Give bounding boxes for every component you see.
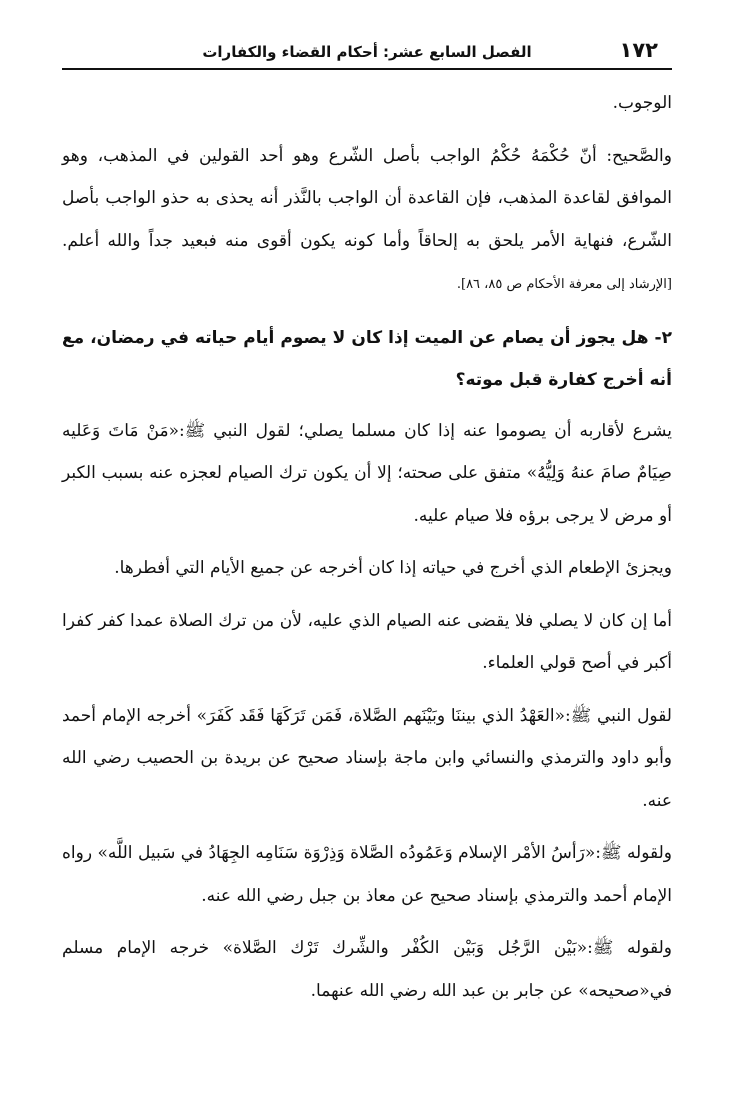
page-number: ١٧٢ [619, 38, 658, 62]
paragraph-text: خرجه الإمام مسلم في«صحيحه» عن جابر بن عبد الله رضي الله عنهما. [62, 938, 672, 1001]
hadith-quote: «بَيْن الرَّجُل وَبَيْن الكُفْر والشِّرك تَرْك الصَّلاة» [222, 938, 588, 958]
paragraph-text: رواه الإمام أحمد والترمذي بإسناد صحيح عن معاذ بن جبل رضي الله عنه. [62, 843, 672, 906]
paragraph-feeding [62, 547, 672, 590]
paragraph-text: ولقوله ﷺ: [595, 843, 673, 863]
question-heading: ٢- هل يجوز أن يصام عن الميت إذا كان لا يصوم أيام حياته في رمضان، مع أنه أخرج كفارة قبل موته؟ [62, 327, 672, 390]
paragraph-text: ولقوله ﷺ: [587, 938, 673, 958]
page-header [62, 36, 672, 70]
source-reference: [الإرشاد إلى معرفة الأحكام ص ٨٥، ٨٦]. [456, 277, 672, 292]
paragraph-text: يشرع لأقاربه أن يصوموا عنه إذا كان مسلما يصلي؛ لقول النبي ﷺ: [179, 420, 672, 441]
paragraph-text: الوجوب. [612, 93, 672, 113]
paragraph-prayer [62, 600, 672, 685]
hadith-quote: «رَأسُ الأمْر الإسلام وَعَمُودُه الصَّلاة وَذِرْوَة سَنَامِه الجِهَادُ في سَبيل اللَّه» [97, 843, 596, 863]
paragraph-answer [62, 410, 672, 538]
hadith-quote: «مَنْ مَاتَ وَعَليه صِيَامٌ صامَ عنهُ وَلِيُّهُ» [62, 420, 672, 483]
paragraph-correct-opinion [62, 135, 672, 307]
page-body [62, 82, 672, 1022]
paragraph-text: والصَّحيح: أنّ حُكْمَهُ حُكْمُ الواجب بأصل الشّرع وهو أحد القولين في المذهب، وهو الموافق لقاعدة المذهب، فإن القاعدة أن الواجب بالنَّذر أنه يحذى به حذو الواجب بأصل الشّرع، فنهاية الأمر يلحق به إلحاقاً وأما كونه يكون أقوى منه فبعيد جداً والله أعلم. [62, 145, 672, 251]
running-title: الفصل السابع عشر: أحكام القضاء والكفارات [202, 43, 532, 61]
paragraph-text: متفق على صحته؛ إلا أن يكون ترك الصيام لعجزه عنه بسبب الكبر أو مرض لا يرجى برؤه فلا صيام عليه. [62, 463, 672, 526]
paragraph-text: لقول النبي ﷺ: [565, 705, 672, 726]
paragraph-text: أما إن كان لا يصلي فلا يقضى عنه الصيام الذي عليه، لأن من ترك الصلاة عمدا كفر كفرا أكبر في أصح قولي العلماء. [62, 610, 672, 673]
paragraph-text: ويجزئ الإطعام الذي أخرج في حياته إذا كان أخرجه عن جميع الأيام التي أفطرها. [114, 558, 672, 578]
paragraph-text: أخرجه الإمام أحمد وأبو داود والترمذي والنسائي وابن ماجة بإسناد صحيح عن بريدة بن الحصيب رضي الله عنه. [62, 705, 672, 811]
paragraph-hadith-head [62, 832, 672, 917]
paragraph-continuation [62, 82, 672, 125]
paragraph-hadith-covenant [62, 695, 672, 823]
hadith-quote: «العَهْدُ الذي بيننَا وبَيْنَهم الصَّلاة، فَمَن تَرَكَهَا فَقَد كَفَرَ» [196, 705, 565, 726]
paragraph-hadith-between [62, 927, 672, 1012]
